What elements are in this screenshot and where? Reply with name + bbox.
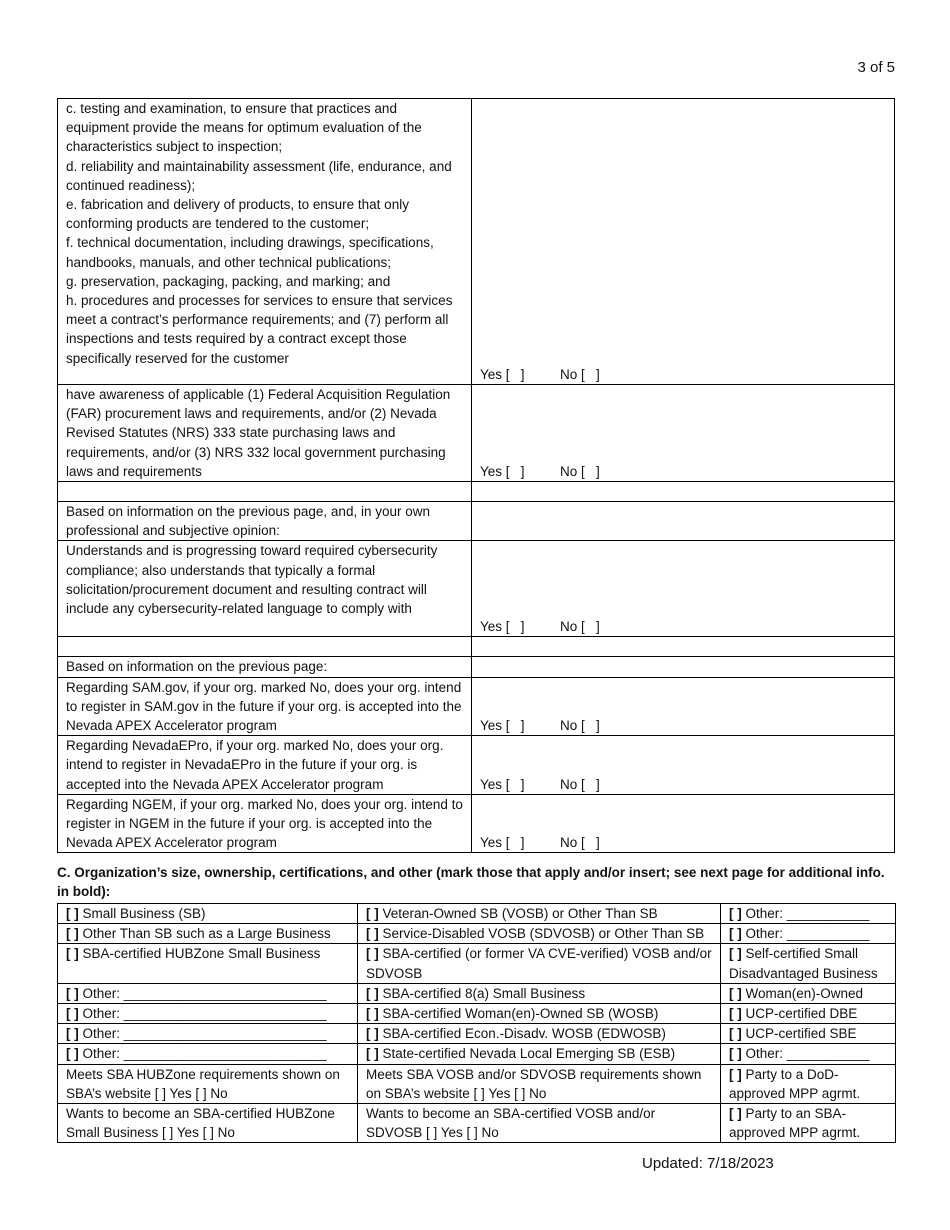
checkbox[interactable]: [ ] — [729, 1106, 742, 1122]
option-label: Other: ___________________________ — [82, 1026, 327, 1042]
checkbox-option[interactable] — [358, 1004, 721, 1024]
option-label: Other: ___________________________ — [82, 1046, 327, 1062]
checkbox-option[interactable] — [358, 904, 721, 924]
question-text: have awareness of applicable (1) Federal Acquisition Regulation (FAR) procurement laws and requirements, and/or (2) Nevada Revised Statutes (NRS) 333 state purchasing laws and requirements, and/or (3) NRS 332 local government purchasing laws and requirements — [58, 385, 472, 482]
vosb-wants-cell[interactable]: Wants to become an SBA-certified VOSB and/or SDVOSB [ ] Yes [ ] No — [358, 1104, 721, 1143]
no-checkbox[interactable]: No [ ] — [560, 463, 600, 479]
question-text: Regarding NevadaEPro, if your org. marked No, does your org. intend to register in NevadaEPro in the future if your org. is accepted into the Nevada APEX Accelerator program — [58, 736, 472, 795]
option-label: Other: ___________ — [745, 906, 870, 921]
hubzone-wants-cell[interactable]: Wants to become an SBA-certified HUBZone Small Business [ ] Yes [ ] No — [58, 1104, 358, 1143]
vosb-meets-cell[interactable]: Meets SBA VOSB and/or SDVOSB requirements shown on SBA’s website [ ] Yes [ ] No — [358, 1064, 721, 1103]
option-label: State-certified Nevada Local Emerging SB (ESB) — [382, 1046, 676, 1062]
checkbox-option[interactable] — [358, 944, 721, 983]
checkbox[interactable]: [ ] — [366, 1046, 379, 1062]
table-row — [58, 99, 895, 385]
checkbox[interactable]: [ ] — [66, 1026, 79, 1042]
yes-no-cell — [472, 794, 895, 853]
checkbox[interactable]: [ ] — [366, 926, 379, 942]
question-text: Understands and is progressing toward required cybersecurity compliance; also understands that typically a formal solicitation/procurement document and resulting contract will include any cybersecurity-related language to comply with — [58, 541, 472, 637]
question-text: Regarding SAM.gov, if your org. marked No, does your org. intend to register in SAM.gov in the future if your org. is accepted into the Nevada APEX Accelerator program — [58, 677, 472, 736]
option-label: UCP-certified DBE — [745, 1006, 858, 1022]
yes-checkbox[interactable]: Yes [ ] — [480, 835, 525, 851]
checkbox[interactable]: [ ] — [729, 926, 742, 942]
checkbox-option[interactable] — [721, 1104, 896, 1143]
checkbox-option[interactable] — [58, 1024, 358, 1044]
table-row — [58, 794, 895, 853]
questionnaire-table — [57, 98, 895, 853]
checkbox-option[interactable] — [721, 983, 896, 1003]
no-checkbox[interactable]: No [ ] — [560, 776, 600, 792]
checkbox-option[interactable] — [721, 1064, 896, 1103]
checkbox[interactable]: [ ] — [66, 946, 79, 962]
yes-no-cell — [472, 736, 895, 795]
yes-no-cell — [472, 99, 895, 385]
yes-checkbox[interactable]: Yes [ ] — [480, 718, 525, 734]
option-label: SBA-certified (or former VA CVE-verified) VOSB and/or SDVOSB — [366, 946, 712, 981]
option-label: SBA-certified 8(a) Small Business — [382, 985, 586, 1001]
no-checkbox[interactable]: No [ ] — [560, 619, 600, 635]
checkbox-option[interactable] — [721, 944, 896, 983]
checkbox[interactable]: [ ] — [366, 946, 379, 962]
table-row — [58, 944, 896, 983]
option-label: Other: ___________________________ — [82, 985, 327, 1001]
table-row — [58, 1024, 896, 1044]
option-label: Self-certified Small Disadvantaged Business — [729, 946, 878, 981]
checkbox-option[interactable] — [721, 904, 896, 924]
option-label: Veteran-Owned SB (VOSB) or Other Than SB — [382, 906, 658, 921]
option-label: SBA-certified HUBZone Small Business — [82, 946, 321, 962]
checkbox[interactable]: [ ] — [729, 906, 742, 921]
checkbox[interactable]: [ ] — [366, 1006, 379, 1022]
checkbox-option[interactable] — [358, 1024, 721, 1044]
option-label: Other: ___________________________ — [82, 1006, 327, 1022]
spacer-row — [58, 482, 895, 502]
checkbox-option[interactable] — [58, 904, 358, 924]
checkbox-option[interactable] — [58, 944, 358, 983]
table-row — [58, 502, 895, 541]
table-row — [58, 924, 896, 944]
table-row — [58, 385, 895, 482]
option-label: Service-Disabled VOSB (SDVOSB) or Other Than SB — [382, 926, 705, 942]
instruction-text: Based on information on the previous page: — [58, 657, 472, 677]
checkbox-option[interactable] — [58, 983, 358, 1003]
table-row — [58, 983, 896, 1003]
certifications-table — [57, 903, 896, 1143]
option-label: SBA-certified Econ.-Disadv. WOSB (EDWOSB) — [382, 1026, 666, 1042]
checkbox[interactable]: [ ] — [66, 1046, 79, 1062]
hubzone-meets-cell[interactable]: Meets SBA HUBZone requirements shown on SBA’s website [ ] Yes [ ] No — [58, 1064, 358, 1103]
option-label: Other Than SB such as a Large Business — [82, 926, 331, 942]
checkbox[interactable]: [ ] — [729, 1006, 742, 1022]
option-label: Party to a DoD-approved MPP agrmt. — [729, 1066, 861, 1101]
checkbox-option[interactable] — [358, 924, 721, 944]
checkbox-option[interactable] — [58, 924, 358, 944]
no-checkbox[interactable]: No [ ] — [560, 366, 600, 382]
table-row — [58, 736, 895, 795]
checkbox-option[interactable] — [358, 983, 721, 1003]
checkbox[interactable]: [ ] — [729, 985, 742, 1001]
option-label: Small Business (SB) — [82, 906, 206, 921]
yes-checkbox[interactable]: Yes [ ] — [480, 776, 525, 792]
checkbox[interactable]: [ ] — [66, 985, 79, 1001]
table-row — [58, 904, 896, 924]
checkbox-option[interactable] — [721, 924, 896, 944]
option-label: SBA-certified Woman(en)-Owned SB (WOSB) — [382, 1006, 659, 1022]
checkbox-option[interactable] — [358, 1044, 721, 1064]
page-number: 3 of 5 — [857, 59, 895, 76]
table-row — [58, 1104, 896, 1143]
checkbox-option[interactable] — [721, 1044, 896, 1064]
checkbox[interactable]: [ ] — [366, 1026, 379, 1042]
yes-checkbox[interactable]: Yes [ ] — [480, 619, 525, 635]
yes-checkbox[interactable]: Yes [ ] — [480, 366, 525, 382]
section-c-heading: C. Organization’s size, ownership, certifications, and other (mark those that apply and/or insert; see next page for additional info. in bold): — [57, 865, 885, 899]
checkbox[interactable]: [ ] — [729, 1066, 742, 1082]
option-label: Other: ___________ — [745, 926, 870, 942]
checkbox[interactable]: [ ] — [66, 1006, 79, 1022]
checkbox-option[interactable] — [721, 1004, 896, 1024]
option-label: UCP-certified SBE — [745, 1026, 857, 1042]
table-row — [58, 1004, 896, 1024]
no-checkbox[interactable]: No [ ] — [560, 835, 600, 851]
checkbox[interactable]: [ ] — [366, 985, 379, 1001]
checkbox[interactable]: [ ] — [366, 906, 379, 921]
option-label: Other: ___________ — [745, 1046, 870, 1062]
checkbox[interactable]: [ ] — [729, 946, 742, 962]
spacer-row — [58, 637, 895, 657]
table-row — [58, 1044, 896, 1064]
checkbox-option[interactable] — [58, 1004, 358, 1024]
checkbox[interactable]: [ ] — [66, 926, 79, 942]
yes-no-cell — [472, 541, 895, 637]
question-text: Regarding NGEM, if your org. marked No, does your org. intend to register in NGEM in the future if your org. is accepted into the Nevada APEX Accelerator program — [58, 794, 472, 853]
yes-no-cell — [472, 385, 895, 482]
checkbox[interactable]: [ ] — [66, 906, 79, 921]
instruction-text: Based on information on the previous page, and, in your own professional and subjective opinion: — [58, 502, 472, 541]
yes-checkbox[interactable]: Yes [ ] — [480, 463, 525, 479]
checkbox[interactable]: [ ] — [729, 1026, 742, 1042]
no-checkbox[interactable]: No [ ] — [560, 718, 600, 734]
table-row — [58, 657, 895, 677]
option-label: Woman(en)-Owned — [745, 985, 864, 1001]
table-row — [58, 677, 895, 736]
question-text: c. testing and examination, to ensure that practices and equipment provide the means for optimum evaluation of the characteristics subject to inspection; d. reliability and maintainability assessment (life, endurance, and continued readiness); e. fabrication and delivery of products, to ensure that only conforming products are tendered to the customer; f. technical documentation, including drawings, specifications, handbooks, manuals, and other technical publications; g. preservation, packaging, packing, and marking; and h. procedures and processes for services to ensure that services meet a contract’s performance requirements; and (7) perform all inspections and tests required by a contract except those specifically reserved for the customer — [58, 99, 472, 385]
table-row — [58, 541, 895, 637]
checkbox[interactable]: [ ] — [729, 1046, 742, 1062]
checkbox-option[interactable] — [58, 1044, 358, 1064]
table-row — [58, 1064, 896, 1103]
yes-no-cell — [472, 677, 895, 736]
updated-date: Updated: 7/18/2023 — [642, 1155, 774, 1172]
option-label: Party to an SBA-approved MPP agrmt. — [729, 1106, 861, 1141]
checkbox-option[interactable] — [721, 1024, 896, 1044]
